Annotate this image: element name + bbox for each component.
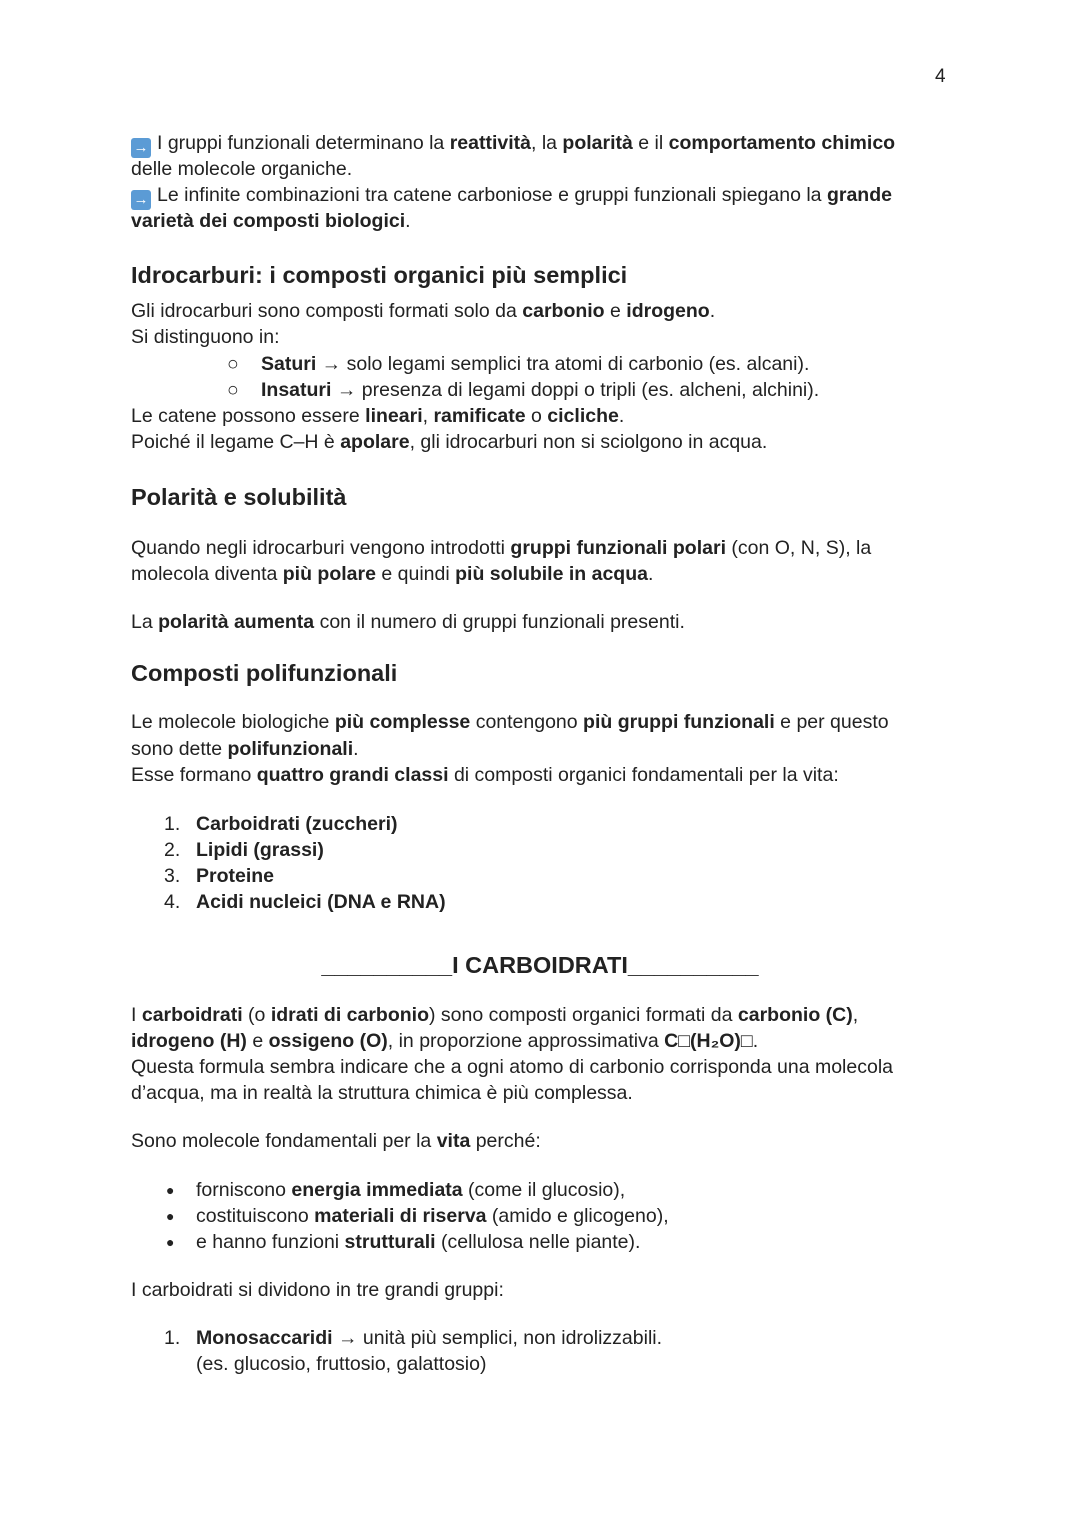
bold-text: C□(H₂O)□ bbox=[664, 1030, 753, 1052]
text: (con O, N, S), la bbox=[726, 537, 872, 559]
bold-text: più polare bbox=[282, 563, 376, 585]
list-item bbox=[166, 1203, 669, 1229]
bold-text: più complesse bbox=[334, 711, 471, 733]
bold-text: gruppi funzionali polari bbox=[510, 537, 726, 559]
bold-text: reattività bbox=[449, 132, 531, 154]
bold-text: Acidi nucleici (DNA e RNA) bbox=[196, 891, 446, 913]
text: e bbox=[604, 300, 627, 322]
list-marker: ● bbox=[166, 1208, 175, 1224]
bold-text: polarità bbox=[562, 132, 633, 154]
text: Le catene possono essere bbox=[131, 405, 366, 427]
bold-text: Composti polifunzionali bbox=[131, 660, 398, 686]
bold-text: Polarità e solubilità bbox=[131, 484, 347, 510]
text: e per questo bbox=[774, 711, 889, 733]
list-item bbox=[166, 1229, 641, 1255]
text: (amido e glicogeno), bbox=[486, 1205, 669, 1227]
text: forniscono bbox=[196, 1179, 292, 1201]
text: molecola diventa bbox=[131, 563, 283, 585]
list-marker: 1. bbox=[164, 813, 181, 835]
bold-text: lineari bbox=[365, 405, 423, 427]
paragraph-line bbox=[131, 403, 624, 429]
text: , in proporzione approssimativa bbox=[387, 1030, 665, 1052]
list-marker: 4. bbox=[164, 891, 181, 913]
paragraph-line bbox=[131, 324, 280, 350]
bold-text: Lipidi (grassi) bbox=[196, 839, 324, 861]
bold-text: Insaturi bbox=[261, 379, 332, 401]
list-item bbox=[196, 1351, 486, 1377]
paragraph-line bbox=[131, 1277, 504, 1303]
bold-text: carbonio (C) bbox=[737, 1004, 853, 1026]
text: sono dette bbox=[131, 738, 228, 760]
text: → unità più semplici, non idrolizzabili. bbox=[332, 1327, 663, 1349]
text: . bbox=[709, 300, 716, 322]
text: Si distinguono in: bbox=[131, 326, 280, 348]
bold-text: Carboidrati (zuccheri) bbox=[196, 813, 398, 835]
text: . bbox=[647, 563, 654, 585]
section-heading bbox=[0, 950, 1080, 980]
page-number: 4 bbox=[935, 66, 946, 87]
bold-text: idrati di carbonio bbox=[270, 1004, 429, 1026]
bold-text: Saturi bbox=[261, 353, 317, 375]
bold-text: energia immediata bbox=[291, 1179, 463, 1201]
bold-text: grande bbox=[826, 184, 892, 206]
text: I bbox=[131, 1004, 142, 1026]
bold-text: quattro grandi classi bbox=[256, 764, 449, 786]
list-marker: ○ bbox=[227, 379, 239, 401]
bold-text: apolare bbox=[340, 431, 410, 453]
right-arrow-icon: → bbox=[131, 138, 151, 158]
text: . bbox=[618, 405, 625, 427]
paragraph-line bbox=[131, 561, 653, 587]
text: La bbox=[131, 611, 159, 633]
bold-text: polifunzionali bbox=[227, 738, 354, 760]
text: (es. glucosio, fruttosio, galattosio) bbox=[196, 1353, 487, 1375]
section-heading bbox=[131, 260, 627, 290]
paragraph-line bbox=[131, 609, 685, 635]
text: di composti organici fondamentali per la vita: bbox=[448, 764, 839, 786]
text: Le molecole biologiche bbox=[131, 711, 335, 733]
text: o bbox=[525, 405, 548, 427]
text: Quando negli idrocarburi vengono introdotti bbox=[131, 537, 511, 559]
right-arrow-icon: → bbox=[131, 190, 151, 210]
section-heading bbox=[131, 482, 346, 512]
list-item bbox=[164, 863, 275, 889]
paragraph-line bbox=[131, 298, 715, 324]
list-marker: 1. bbox=[164, 1327, 181, 1349]
bold-text: Idrocarburi: i composti organici più semplici bbox=[131, 262, 628, 288]
text: , bbox=[422, 405, 434, 427]
bold-text: __________I CARBOIDRATI__________ bbox=[321, 952, 759, 978]
bold-text: materiali di riserva bbox=[314, 1205, 487, 1227]
list-marker: ○ bbox=[227, 353, 239, 375]
bold-text: vita bbox=[436, 1130, 471, 1152]
paragraph-line bbox=[131, 1028, 758, 1054]
list-marker: ● bbox=[166, 1234, 175, 1250]
paragraph-line bbox=[131, 535, 871, 561]
bold-text: polarità aumenta bbox=[158, 611, 315, 633]
list-item bbox=[166, 1177, 626, 1203]
text: (o bbox=[242, 1004, 271, 1026]
bold-text: strutturali bbox=[344, 1231, 436, 1253]
text: e bbox=[246, 1030, 269, 1052]
bold-text: Monosaccaridi bbox=[196, 1327, 333, 1349]
bold-text: Proteine bbox=[196, 865, 275, 887]
text: Sono molecole fondamentali per la bbox=[131, 1130, 437, 1152]
paragraph-line bbox=[131, 1128, 541, 1154]
bold-text: carboidrati bbox=[141, 1004, 243, 1026]
paragraph-line bbox=[131, 156, 352, 182]
text: Esse formano bbox=[131, 764, 257, 786]
text: , gli idrocarburi non si sciolgono in acqua. bbox=[409, 431, 768, 453]
text: contengono bbox=[470, 711, 584, 733]
bold-text: idrogeno bbox=[626, 300, 710, 322]
bold-text: ramificate bbox=[433, 405, 526, 427]
text: (cellulosa nelle piante). bbox=[435, 1231, 641, 1253]
text: , la bbox=[530, 132, 563, 154]
list-item bbox=[227, 377, 820, 403]
text: . bbox=[353, 738, 359, 760]
text: → presenza di legami doppi o tripli (es. alcheni, alchini). bbox=[331, 379, 820, 401]
list-item bbox=[164, 1325, 663, 1351]
paragraph-line bbox=[131, 1080, 633, 1106]
bold-text: comportamento chimico bbox=[668, 132, 896, 154]
text: . bbox=[752, 1030, 759, 1052]
bold-text: ossigeno (O) bbox=[268, 1030, 388, 1052]
list-item bbox=[164, 837, 324, 863]
bold-text: idrogeno (H) bbox=[131, 1030, 247, 1052]
bold-text: più solubile in acqua bbox=[455, 563, 648, 585]
paragraph-line bbox=[131, 736, 359, 762]
paragraph-line bbox=[131, 182, 892, 208]
bold-text: carbonio bbox=[522, 300, 605, 322]
paragraph-line bbox=[131, 1054, 893, 1080]
section-heading bbox=[131, 658, 397, 688]
text: d’acqua, ma in realtà la struttura chimica è più complessa. bbox=[131, 1082, 633, 1104]
text: perché: bbox=[470, 1130, 541, 1152]
bold-text: cicliche bbox=[547, 405, 619, 427]
text: costituiscono bbox=[196, 1205, 315, 1227]
paragraph-line bbox=[131, 208, 411, 234]
text: e quindi bbox=[375, 563, 456, 585]
text: (come il glucosio), bbox=[462, 1179, 626, 1201]
text: Le infinite combinazioni tra catene carboniose e gruppi funzionali spiegano la bbox=[157, 184, 827, 206]
text: . bbox=[405, 210, 411, 232]
text: Gli idrocarburi sono composti formati solo da bbox=[131, 300, 523, 322]
bold-text: varietà dei composti biologici bbox=[131, 210, 406, 232]
text: con il numero di gruppi funzionali presenti. bbox=[314, 611, 685, 633]
paragraph-line bbox=[131, 130, 895, 156]
text: Poiché il legame C–H è bbox=[131, 431, 341, 453]
text: , bbox=[852, 1004, 859, 1026]
list-item bbox=[164, 889, 446, 915]
list-marker: 3. bbox=[164, 865, 181, 887]
text: → solo legami semplici tra atomi di carbonio (es. alcani). bbox=[316, 353, 810, 375]
list-item bbox=[227, 351, 810, 377]
text: e il bbox=[632, 132, 669, 154]
text: I gruppi funzionali determinano la bbox=[157, 132, 450, 154]
paragraph-line bbox=[131, 762, 839, 788]
list-item bbox=[164, 811, 398, 837]
paragraph-line bbox=[131, 709, 889, 735]
text: Questa formula sembra indicare che a ogni atomo di carbonio corrisponda una molecola bbox=[131, 1056, 894, 1078]
text: e hanno funzioni bbox=[196, 1231, 345, 1253]
list-marker: ● bbox=[166, 1182, 175, 1198]
text: ) sono composti organici formati da bbox=[429, 1004, 738, 1026]
bold-text: più gruppi funzionali bbox=[583, 711, 775, 733]
paragraph-line bbox=[131, 429, 767, 455]
text: I carboidrati si dividono in tre grandi gruppi: bbox=[131, 1279, 504, 1301]
text: delle molecole organiche. bbox=[131, 158, 353, 180]
paragraph-line bbox=[131, 1002, 858, 1028]
list-marker: 2. bbox=[164, 839, 181, 861]
